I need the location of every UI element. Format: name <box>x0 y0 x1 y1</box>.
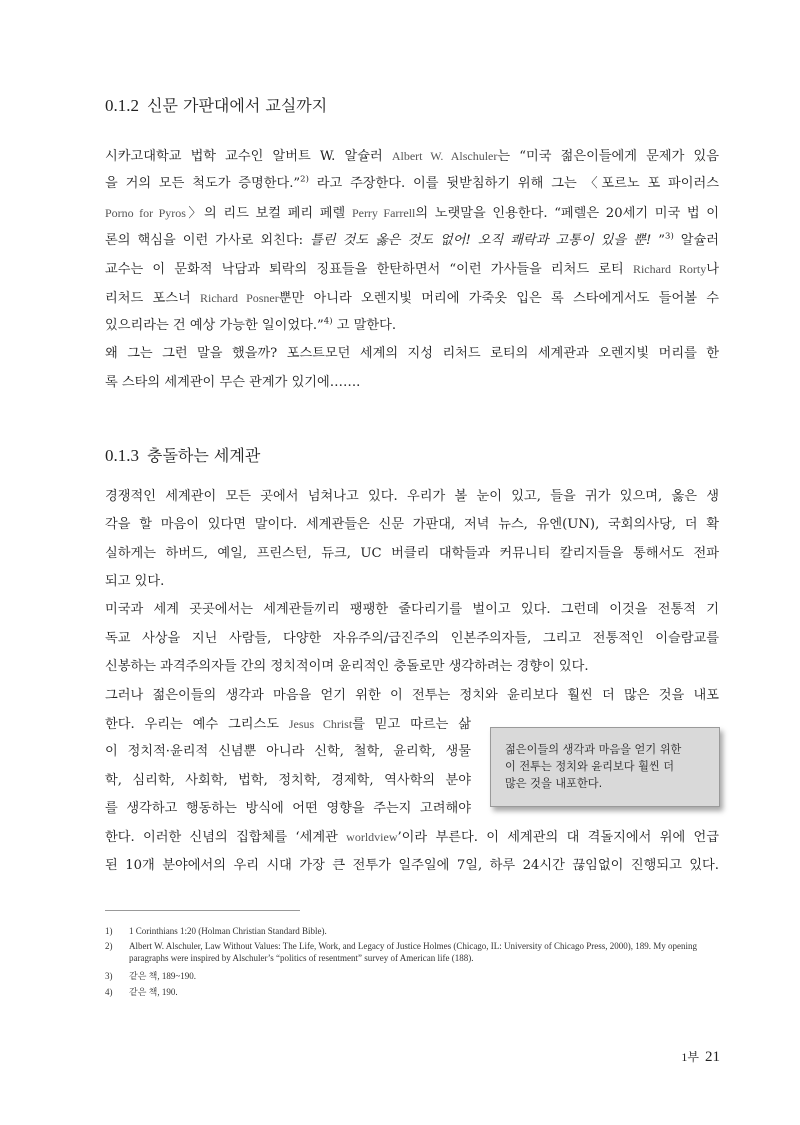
page-number-value: 21 <box>705 1049 720 1065</box>
text-line <box>105 657 719 677</box>
latin-term: Porno for Pyros <box>105 206 186 220</box>
text-segment: 의 노랫말을 인용한다. “페렐은 20세기 미국 법 이 <box>415 206 719 221</box>
text-segment: 있으리라는 건 예상 가능한 일이었다.” <box>105 318 324 333</box>
latin-term: Jesus Christ <box>288 717 353 731</box>
section-number: 0.1.3 <box>105 446 139 465</box>
text-segment: 그러나 젊은이들의 생각과 마음을 얻기 위한 이 전투는 정치와 윤리보다 훨씬 더 많은 것을 내포 <box>105 688 719 703</box>
text-segment: 된 10개 분야에서의 우리 시대 가장 큰 전투가 일주일에 7일, 하루 24시간 끊임없이 진행되고 있다. <box>105 858 719 873</box>
page-number <box>681 1048 720 1066</box>
text-segment: 을 거의 모든 척도가 증명한다.” <box>105 176 301 191</box>
text-line <box>105 515 719 535</box>
text-segment: 나 <box>706 262 719 277</box>
text-segment: 를 생각하고 행동하는 방식에 어떤 영향을 주는지 고려해야 <box>105 801 471 816</box>
text-segment: 론의 핵심을 이런 가사로 외친다: <box>105 233 311 248</box>
text-line <box>105 373 719 393</box>
section-heading-0-1-3 <box>105 443 260 466</box>
text-segment: 뿐만 아니라 오렌지빛 머리에 가죽옷 입은 록 스타에게서도 들어볼 수 <box>278 291 719 306</box>
text-segment: 시카고대학교 법학 교수인 알버트 W. 알슐러 <box>105 149 392 164</box>
text-segment: 되고 있다. <box>105 574 165 589</box>
text-line <box>105 544 719 564</box>
pull-quote-line: 이 전투는 정치와 윤리보다 훨씬 더 <box>505 760 675 773</box>
pull-quote-line: 많은 것을 내포한다. <box>505 777 603 790</box>
text-segment: 각을 할 마음이 있다면 말이다. 세계관들은 신문 가판대, 저녁 뉴스, 유엔(UN), 국회의사당, 더 확 <box>105 517 719 532</box>
text-line <box>105 856 719 876</box>
footnote-ref: 4) <box>323 316 333 327</box>
footnote-ref: 2) <box>300 174 309 185</box>
text-line <box>105 686 719 706</box>
latin-term: Richard Rorty <box>632 262 707 276</box>
pull-quote-box <box>490 727 720 807</box>
text-segment: ” <box>651 233 666 248</box>
text-line <box>105 487 719 507</box>
text-line <box>105 344 719 364</box>
latin-term: Richard Posner <box>200 291 279 305</box>
text-segment: 미국과 세계 곳곳에서는 세계관들끼리 팽팽한 줄다리기를 벌이고 있다. 그런데 이것을 전통적 기 <box>105 602 719 617</box>
text-line <box>105 146 719 166</box>
text-segment: 학, 심리학, 사회학, 법학, 정치학, 경제학, 역사학의 분야 <box>105 773 471 788</box>
text-line <box>105 799 471 819</box>
text-line <box>105 259 719 279</box>
text-segment: 한다. 이러한 신념의 집합체를 ‘세계관 <box>105 830 347 845</box>
text-line <box>105 174 719 194</box>
section-number: 0.1.2 <box>105 96 139 115</box>
text-segment: 를 믿고 따르는 삶 <box>352 717 471 732</box>
text-line <box>105 288 719 308</box>
text-segment: 는 “미국 젊은이들에게 문제가 있음 <box>497 149 719 164</box>
text-line <box>105 231 719 251</box>
text-segment: 라고 주장한다. 이를 뒷받침하기 위해 그는 〈포르노 포 파이러스 <box>308 176 719 191</box>
footnote-text: 같은 책, 190. <box>129 987 178 997</box>
quoted-lyric: 틀린 것도 옳은 것도 없어! 오직 쾌락과 고통이 있을 뿐! <box>310 233 652 248</box>
footnote-text: Albert W. Alschuler, Law Without Values: The Life, Work, and Legacy of Justice Holmes (Chicago, IL: University of Chicago Press, 2000), 189. My opening paragraphs were inspired by Alschuler’s “politics of resentment” survey of American life (188). <box>129 941 698 963</box>
footnote-text: 1 Corinthians 1:20 (Holman Christian Standard Bible). <box>129 926 327 936</box>
text-segment: ’이라 부른다. 이 세계관의 대 격돌지에서 위에 언급 <box>397 830 719 845</box>
text-segment: 실하게는 하버드, 예일, 프린스턴, 듀크, UC 버클리 대학들과 커뮤니티 칼리지들을 통해서도 전파 <box>105 546 719 561</box>
latin-term: worldview <box>346 830 398 844</box>
text-line <box>105 629 719 649</box>
pull-quote-line: 젊은이들의 생각과 마음을 얻기 위한 <box>505 743 682 756</box>
text-segment: 〉의 리드 보컬 페리 페렐 <box>185 206 352 221</box>
text-line <box>105 572 719 592</box>
footnote-text: 같은 책, 189~190. <box>129 971 196 981</box>
text-line <box>105 714 471 734</box>
footnote-ref: 3) <box>665 231 674 242</box>
footnote-number: 4) <box>105 987 113 997</box>
latin-term: Perry Farrell <box>351 206 416 220</box>
text-segment: 독교 사상을 지닌 사람들, 다양한 자유주의/급진주의 인본주의자들, 그리고 전통적인 이슬람교를 <box>105 631 719 646</box>
text-segment: 알슐러 <box>673 233 719 248</box>
footnote-number: 1) <box>105 926 113 936</box>
footnote-number: 3) <box>105 971 113 981</box>
footnote-divider <box>105 910 300 911</box>
text-segment: 록 스타의 세계관이 무슨 관계가 있기에……. <box>105 375 361 390</box>
text-segment: 이 정치적·윤리적 신념뿐 아니라 신학, 철학, 윤리학, 생물 <box>105 744 471 759</box>
section-title: 충돌하는 세계관 <box>147 446 261 465</box>
text-segment: 왜 그는 그런 말을 했을까? 포스트모던 세계의 지성 리처드 로티의 세계관과 오렌지빛 머리를 한 <box>105 346 719 361</box>
section-heading-0-1-2 <box>105 93 327 116</box>
text-segment: 리처드 포스너 <box>105 291 201 306</box>
text-line <box>105 742 471 762</box>
text-segment: 경쟁적인 세계관이 모든 곳에서 넘쳐나고 있다. 우리가 볼 눈이 있고, 들을 귀가 있으며, 옳은 생 <box>105 489 719 504</box>
text-line <box>105 771 471 791</box>
text-segment: 한다. 우리는 예수 그리스도 <box>105 717 289 732</box>
text-segment: 신봉하는 과격주의자들 간의 정치적이며 윤리적인 충돌로만 생각하려는 경향이 있다. <box>105 659 589 674</box>
section-title: 신문 가판대에서 교실까지 <box>147 96 328 115</box>
text-line <box>105 600 719 620</box>
text-line <box>105 316 719 336</box>
text-segment: 고 말한다. <box>332 318 397 333</box>
footnote-number: 2) <box>105 941 113 951</box>
text-line <box>105 203 719 223</box>
part-label: 1부 <box>681 1050 699 1064</box>
text-segment: 교수는 이 문화적 낙담과 퇴락의 징표들을 한탄하면서 “이런 가사들을 리처드 로티 <box>105 262 633 277</box>
text-line <box>105 827 719 847</box>
latin-term: Albert W. Alschuler <box>391 149 498 163</box>
